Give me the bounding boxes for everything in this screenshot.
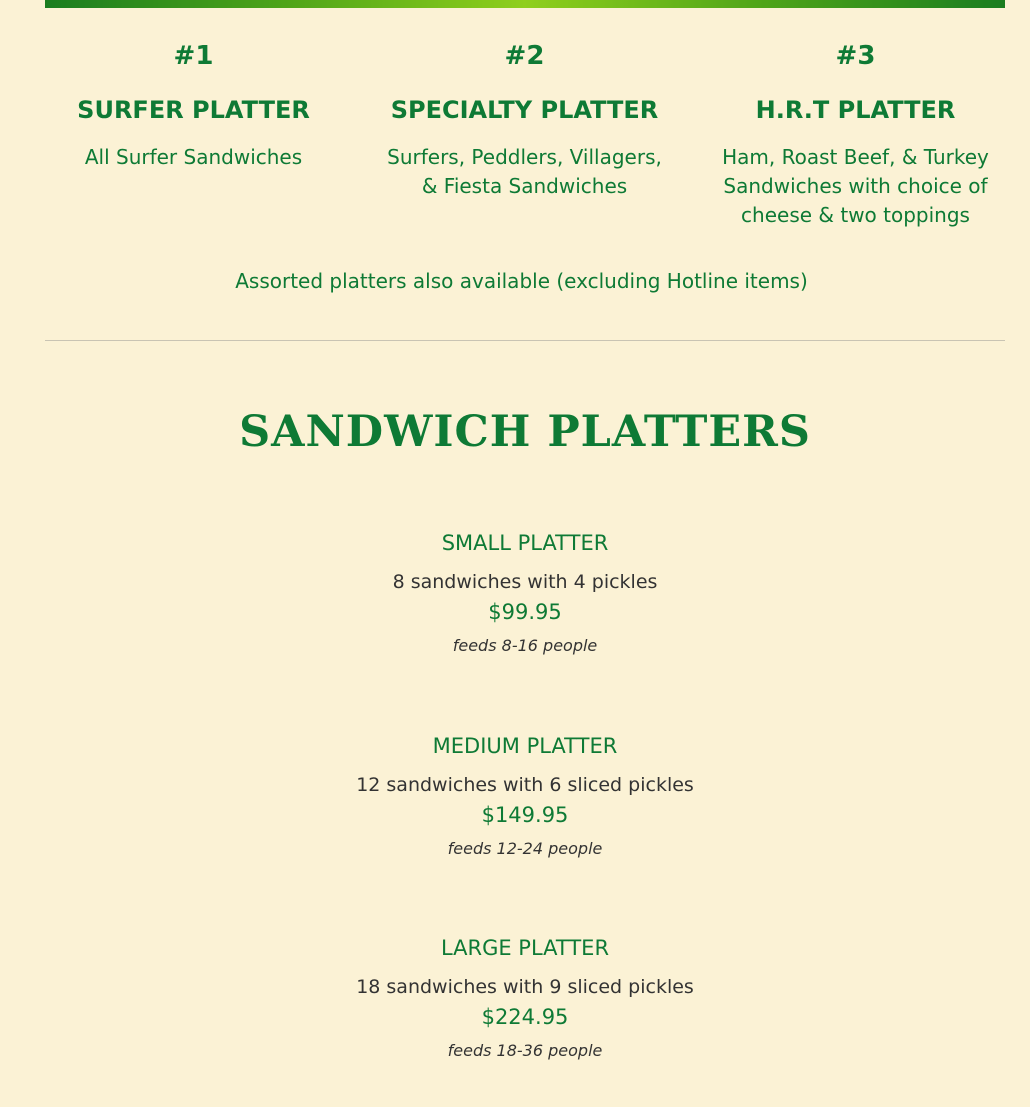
size-name: SMALL PLATTER (441, 531, 609, 555)
section-title: SANDWICH PLATTERS (239, 407, 811, 457)
size-price: $224.95 (481, 1005, 569, 1029)
platter-number: #3 (835, 41, 876, 71)
top-decorative-bar (45, 0, 1005, 8)
size-option-small (0, 528, 1030, 658)
platter-description: All Surfer Sandwiches (84, 145, 303, 169)
size-price: $149.95 (481, 803, 569, 827)
platter-name: SPECIALTY PLATTER (390, 96, 659, 124)
platter-description: Ham, Roast Beef, & Turkey Sandwiches with choice of cheese & two toppings (722, 145, 989, 227)
size-name: MEDIUM PLATTER (432, 734, 618, 758)
section-divider (45, 340, 1005, 341)
size-feeds: feeds 12-24 people (447, 839, 603, 858)
platter-option-2 (359, 38, 690, 230)
platter-name: H.R.T PLATTER (755, 96, 956, 124)
platter-description: Surfers, Peddlers, Villagers, & Fiesta Sandwiches (387, 145, 662, 198)
size-description: 18 sandwiches with 9 sliced pickles (356, 976, 694, 998)
platter-option-1 (28, 38, 359, 230)
assorted-platters-note: Assorted platters also available (excluding Hotline items) (235, 269, 808, 293)
size-name: LARGE PLATTER (440, 936, 610, 960)
platter-option-3 (690, 38, 1021, 230)
platter-options (28, 38, 1021, 230)
size-feeds: feeds 18-36 people (447, 1041, 603, 1060)
platter-number: #1 (173, 41, 214, 71)
size-option-medium (0, 731, 1030, 861)
platter-number: #2 (504, 41, 545, 71)
platter-name: SURFER PLATTER (77, 96, 310, 124)
size-description: 12 sandwiches with 6 sliced pickles (356, 774, 694, 796)
size-description: 8 sandwiches with 4 pickles (392, 571, 658, 593)
size-price: $99.95 (488, 600, 562, 624)
size-feeds: feeds 8-16 people (452, 636, 598, 655)
size-option-large (0, 933, 1030, 1063)
